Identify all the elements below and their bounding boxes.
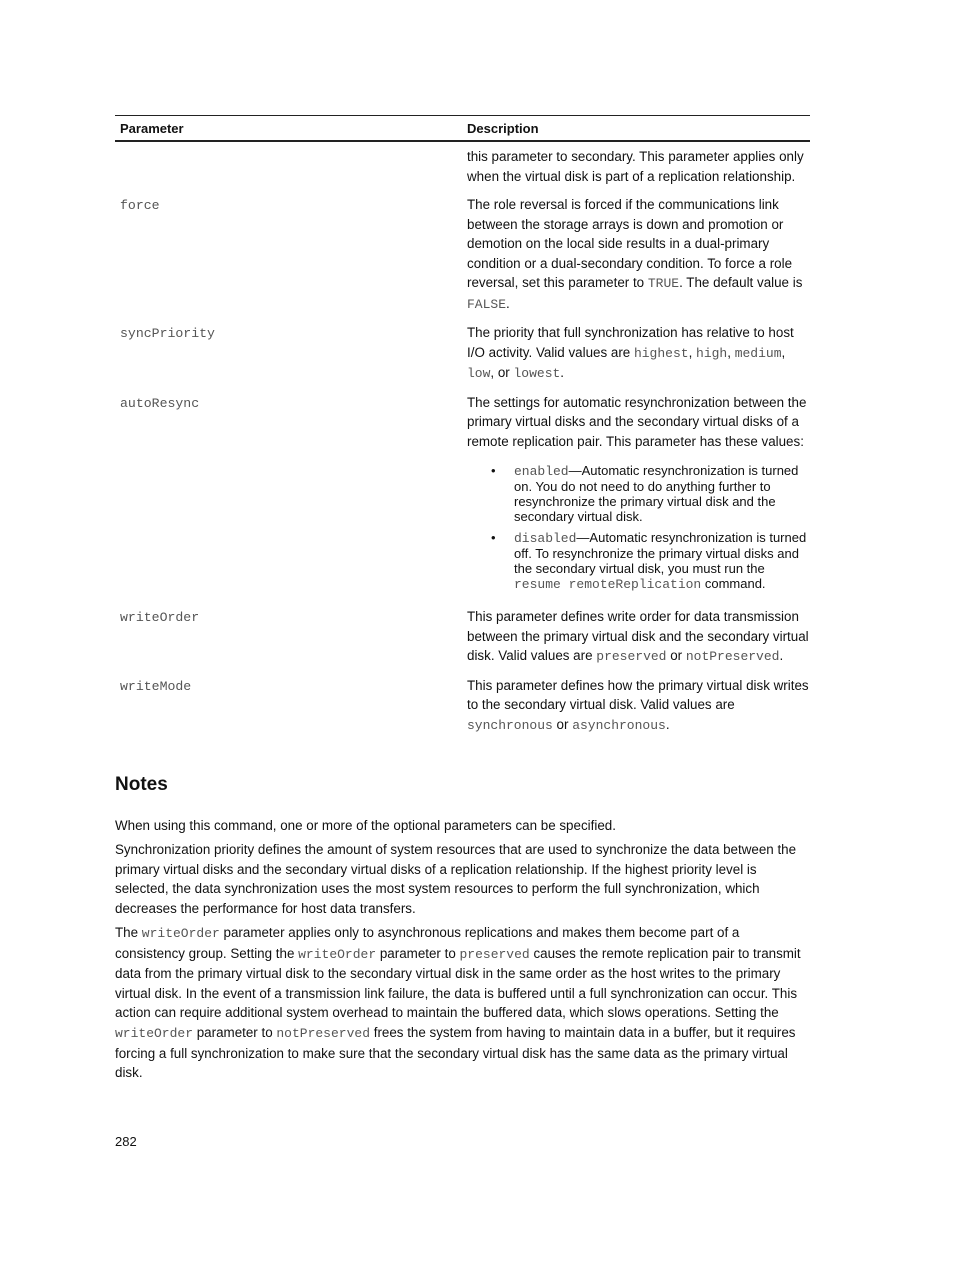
table-row — [115, 393, 810, 599]
table-row — [115, 323, 810, 384]
notes-body — [115, 816, 813, 1087]
param-name: autoResync — [120, 395, 200, 411]
notes-paragraph: The writeOrder parameter applies only to asynchronous replications and makes them become part of a consistency group. Setting the writeOrder parameter to preserved causes the remote replication pair to transmit data from the primary virtual disk to the secondary virtual disk in the same order as the host writes to the primary virtual disk. In the event of a transmission link failure, the data is buffered until a full synchronization can occur. This action can require additional system overhead to maintain the buffered data, which slows operations. Setting the writeOrder parameter to notPreserved frees the system from having to maintain data in a buffer, but it requires forcing a full synchronization to make sure that the secondary virtual disk has the same data as the primary virtual disk. — [115, 924, 801, 1081]
param-description: The priority that full synchronization has relative to host I/O activity. Valid values are highest, high, medium, low, or lowest. — [467, 325, 794, 381]
bullet-icon: • — [491, 530, 496, 545]
param-name: writeOrder — [120, 610, 200, 625]
notes-paragraph: When using this command, one or more of the optional parameters can be specified. — [115, 818, 616, 833]
table-header — [115, 115, 810, 142]
notes-heading: Notes — [115, 774, 168, 795]
page-number: 282 — [115, 1134, 137, 1149]
param-name: syncPriority — [120, 326, 215, 341]
list-item: • enabled—Automatic resynchronization is turned on. You do not need to do anything further to resynchronize the primary virtual disk and the secondary virtual disk. — [491, 463, 799, 524]
header-description: Description — [467, 120, 539, 136]
param-name: force — [120, 198, 160, 213]
bullet-icon: • — [491, 463, 496, 478]
table-row — [115, 676, 810, 736]
param-description: This parameter defines write order for data transmission between the primary virtual disk and the secondary virtual disk. Valid values are preserved or notPreserved. — [467, 609, 809, 664]
parameter-table — [115, 115, 810, 735]
list-item: • disabled—Automatic resynchronization is turned off. To resynchronize the primary virtual disks and the secondary virtual disk, you must run the resume remoteReplication command. — [491, 530, 807, 592]
param-name — [115, 147, 462, 186]
value-list — [467, 463, 810, 592]
param-name: writeMode — [120, 678, 192, 694]
param-description: this parameter to secondary. This parameter applies only when the virtual disk is part of a replication relationship. — [467, 149, 804, 184]
param-description: The settings for automatic resynchronization between the primary virtual disks and the secondary virtual disks of a remote replication pair. This parameter has these values: • enabled—Automatic resynchronization is turned on. You do not need to do anything further to resynchronize the primary virtual disk and the secondary virtual disk. • disabled—Automatic resynchronization is turned off. To resynchronize the primary virtual disks and the secondary virtual disk, you must run the resume remoteReplication command. — [462, 393, 810, 599]
table-row — [115, 195, 810, 314]
param-description: This parameter defines how the primary virtual disk writes to the secondary virtual disk. Valid values are synchronous or asynchronous. — [467, 677, 809, 733]
param-description: The role reversal is forced if the communications link between the storage arrays is down and promotion or demotion on the local side results in a dual-primary condition or a dual-secondary condition. To force a role reversal, set this parameter to TRUE. The default value is FALSE. — [467, 197, 803, 312]
table-row — [115, 607, 810, 667]
header-parameter: Parameter — [120, 120, 184, 136]
notes-paragraph: Synchronization priority defines the amount of system resources that are used to synchronize the data between the primary virtual disks and the secondary virtual disks of a replication relationship. If the highest priority level is selected, the data synchronization uses the most system resources to perform the full synchronization, which decreases the performance for host data transfers. — [115, 842, 797, 916]
table-row — [115, 147, 810, 186]
